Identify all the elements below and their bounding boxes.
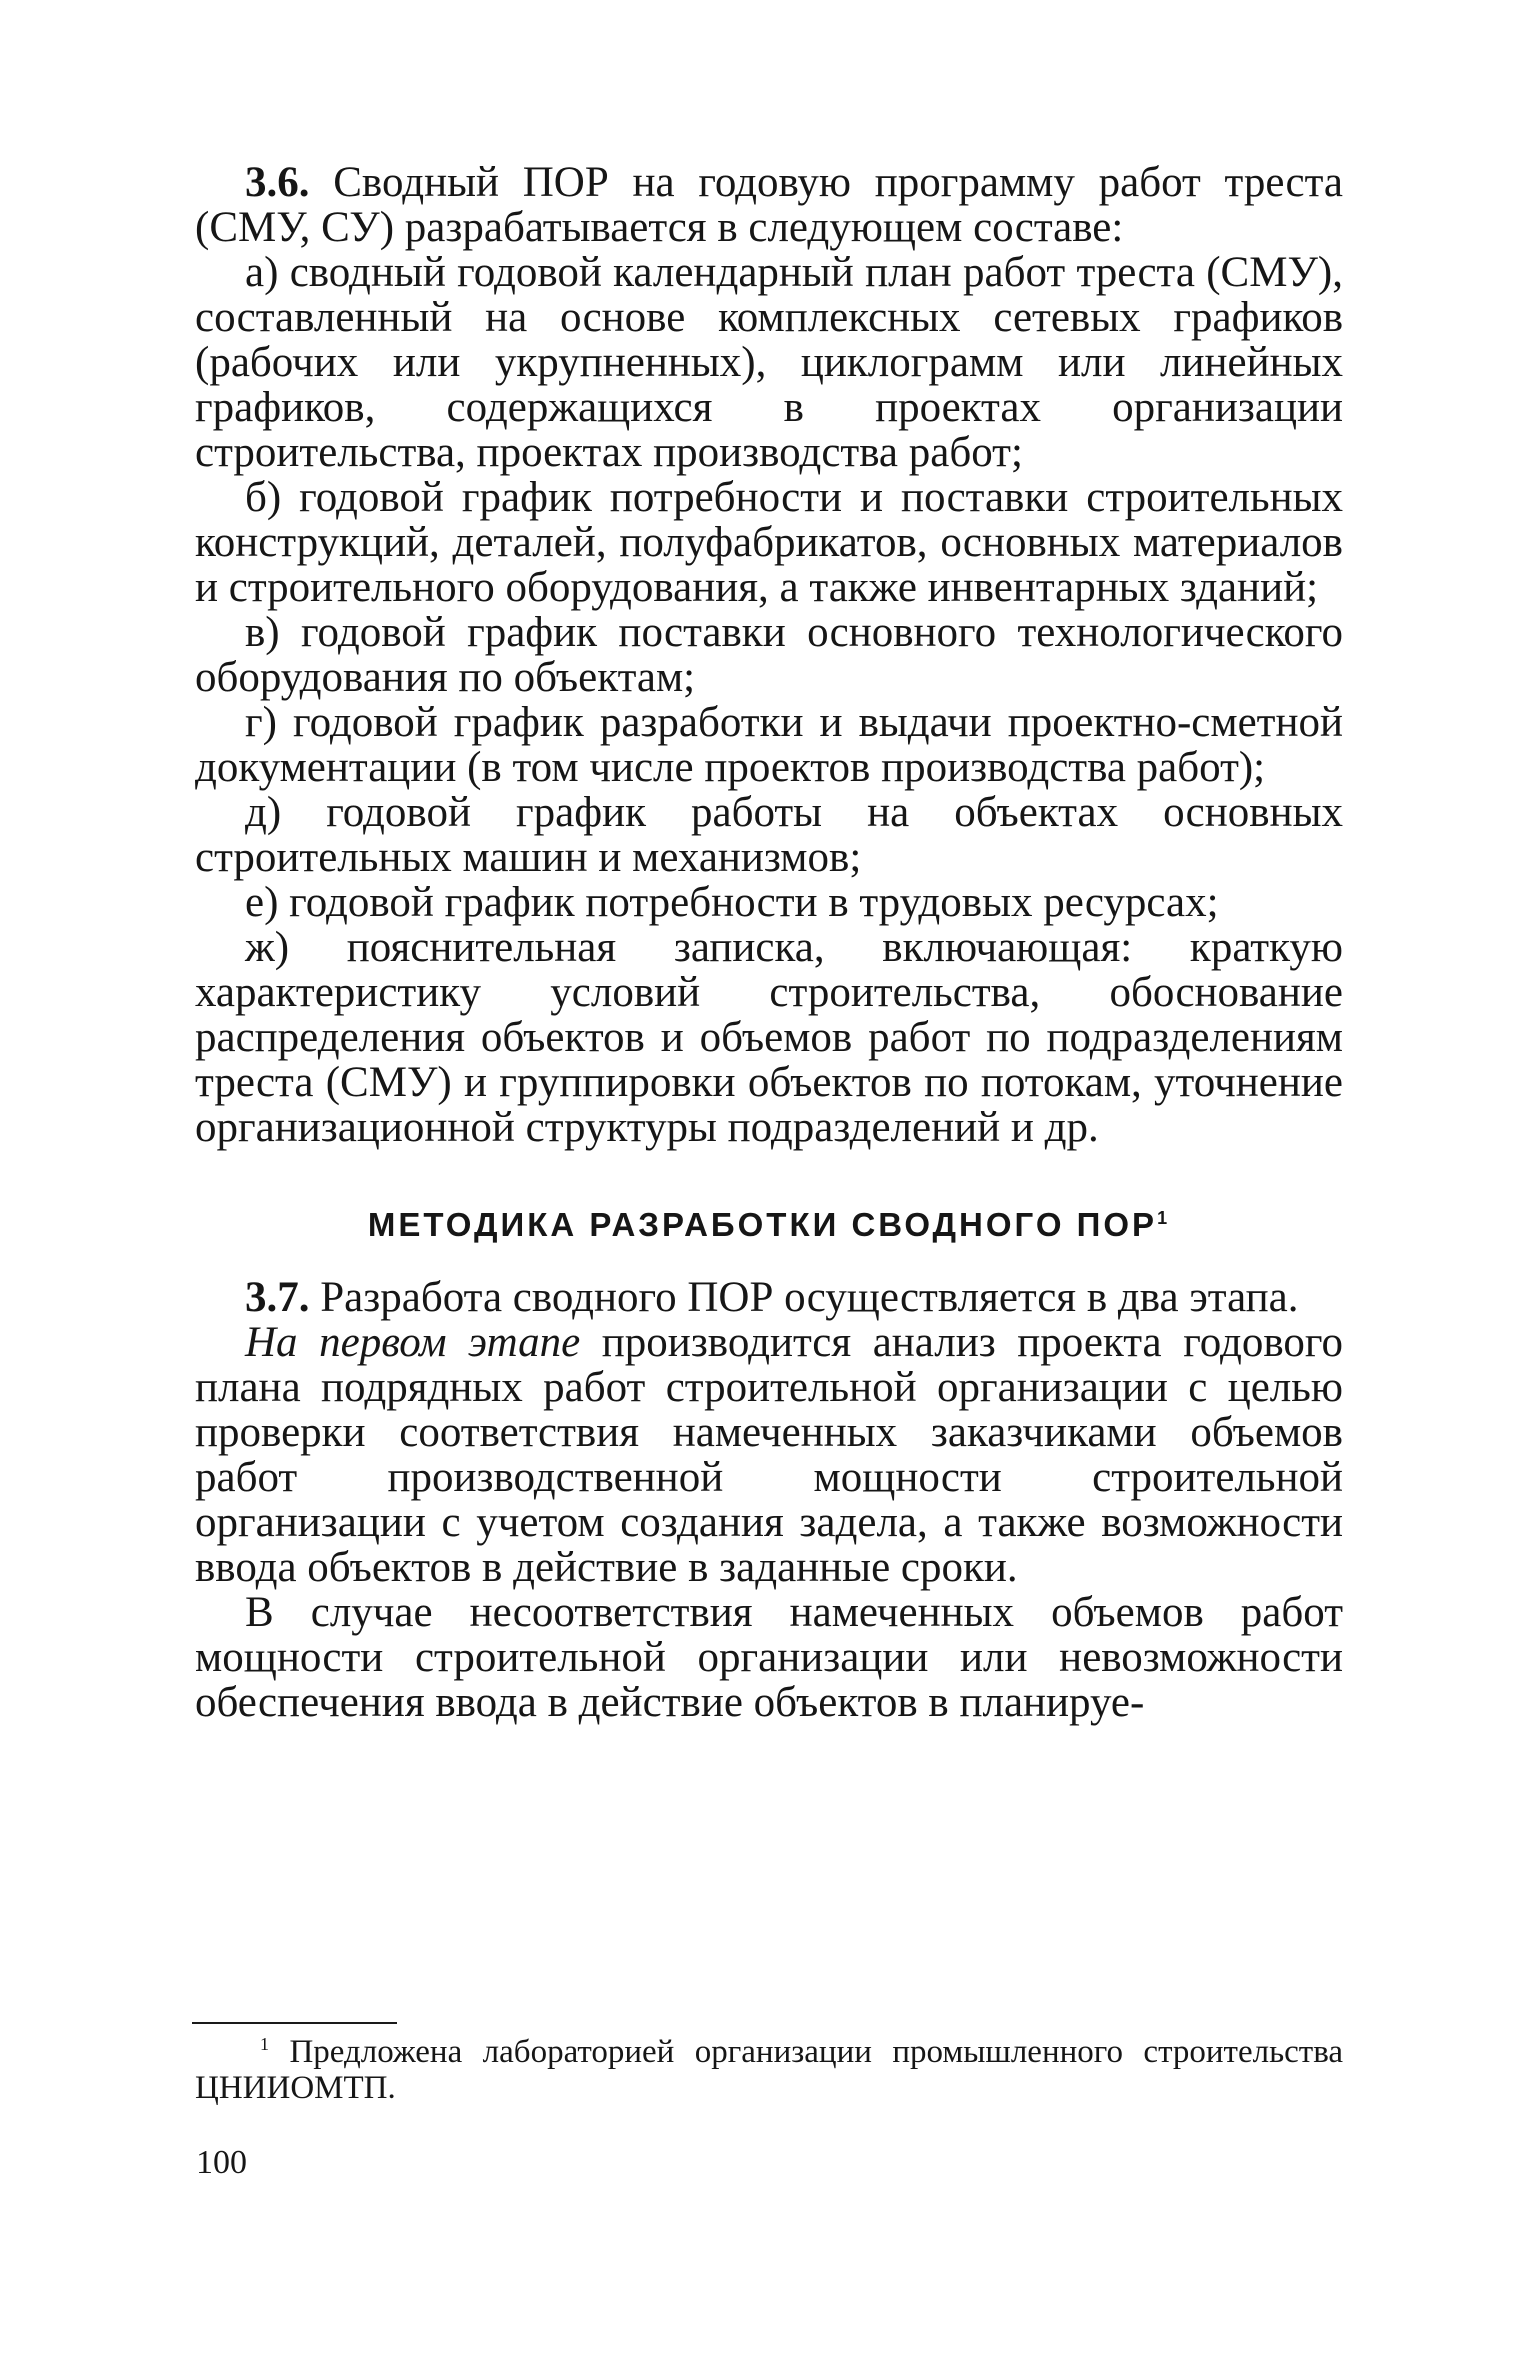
paragraph-3-7 [195,1275,1343,1320]
list-item-a: а) сводный годовой календарный план работ треста (СМУ), составленный на основе комплексных сетевых графиков (рабочих или укрупненных), циклограмм или линейных графиков, содержащихся в проектах организации строительства, проектах производства работ; [195,249,1343,476]
footnote-divider [192,2022,397,2024]
paragraph-3-6 [195,160,1343,250]
body-text [195,160,1343,1725]
list-item-e: е) годовой график потребности в трудовых ресурсах; [245,879,1219,926]
list-item-d: д) годовой график работы на объектах основных строительных машин и механизмов; [195,789,1343,881]
section-heading [195,1202,1343,1247]
paragraph-first-stage [195,1320,1343,1590]
list-item-v: в) годовой график поставки основного технологического оборудования по объектам; [195,609,1343,701]
list-item-zh: ж) пояснительная записка, включающая: краткую характеристику условий строительства, обоснование распределения объектов и объемов работ по подразделениям треста (СМУ) и группировки объектов по потокам, уточнение организационной структуры подразделений и др. [195,924,1343,1151]
list-item-b: б) годовой график потребности и поставки строительных конструкций, деталей, полуфабрикатов, основных материалов и строительного оборудования, а также инвентарных зданий; [195,474,1343,611]
footnote [195,2034,1343,2106]
list-item-g: г) годовой график разработки и выдачи проектно-сметной документации (в том числе проектов производства работ); [195,699,1343,791]
page-content [195,160,1343,1725]
paragraph-mismatch: В случае несоответствия намеченных объемов работ мощности строительной организации или невозможности обеспечения ввода в действие объектов в планируе- [195,1589,1343,1726]
footnote-mark: 1 [260,2034,269,2054]
section-number-3-6: 3.6. [245,159,310,206]
footnote-text: Предложена лабораторией организации промышленного строительства ЦНИИОМТП. [195,2034,1344,2106]
heading-footnote-mark: 1 [1157,1208,1171,1228]
section-heading-text: МЕТОДИКА РАЗРАБОТКИ СВОДНОГО ПОР [367,1206,1158,1243]
first-stage-lead: На первом этапе [245,1319,581,1366]
page-number: 100 [196,2144,247,2181]
section-3-6-text: Сводный ПОР на годовую программу работ треста (СМУ, СУ) разрабатывается в следующем составе: [195,159,1344,251]
section-number-3-7: 3.7. [245,1274,310,1321]
first-stage-text: производится анализ проекта годового плана подрядных работ строительной организации с целью проверки соответствия намеченных заказчиками объемов работ производственной мощности строительной организации с учетом создания задела, а также возможности ввода объектов в действие в заданные сроки. [195,1319,1343,1591]
section-3-7-text: Разработа сводного ПОР осуществляется в два этапа. [320,1274,1299,1321]
